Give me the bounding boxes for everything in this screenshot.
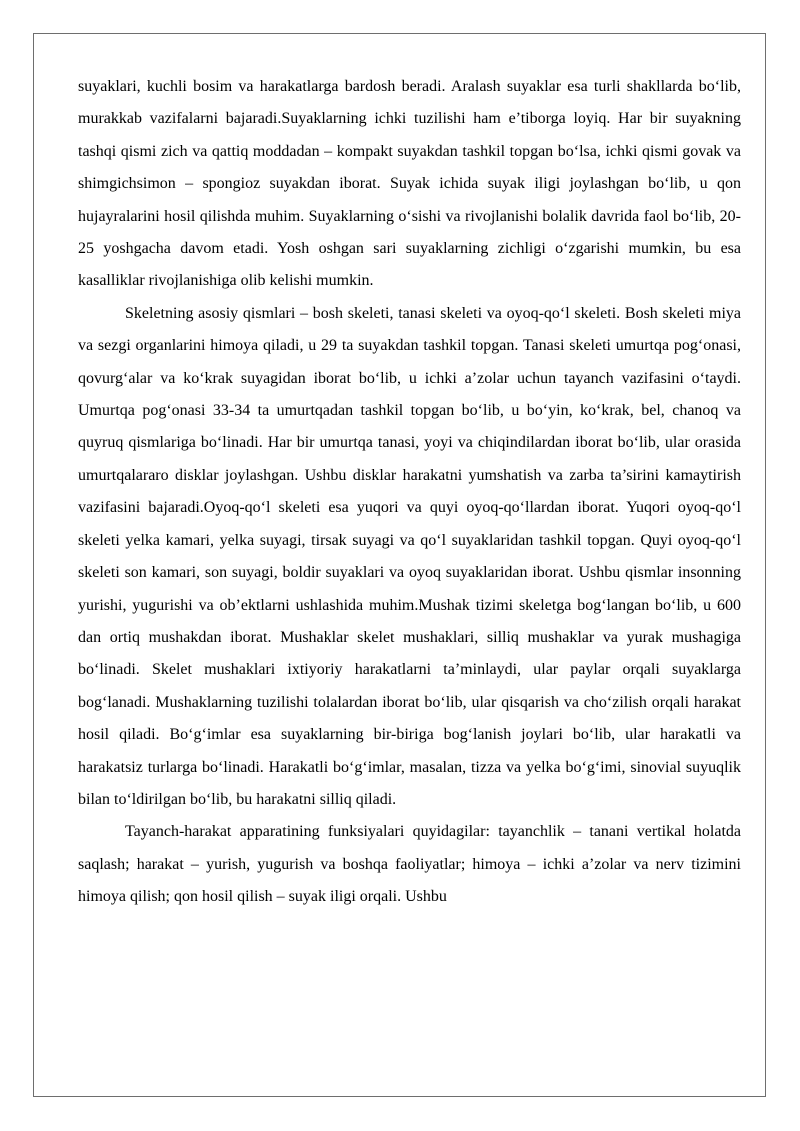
paragraph-3: Tayanch-harakat apparatining funksiyalari quyidagilar: tayanchlik – tanani vertikal holatda saqlash; harakat – yurish, yugurish va boshqa faoliyatlar; himoya – ichki a’zolar va nerv tizimini himoya qilish; qon hosil qilish – suyak iligi orqali. Ushbu (78, 823, 741, 906)
paragraph-2: Skeletning asosiy qismlari – bosh skeleti, tanasi skeleti va oyoq-qo‘l skeleti. Bosh skeleti miya va sezgi organlarini himoya qiladi, u 29 ta suyakdan tashkil topgan. Tanasi skeleti umurtqa pog‘onasi, qovurg‘alar va ko‘krak suyagidan iborat bo‘lib, u ichki a’zolar uchun tayanch vazifasini o‘taydi. Umurtqa pog‘onasi 33-34 ta umurtqadan tashkil topgan bo‘lib, u bo‘yin, ko‘krak, bel, chanoq va quyruq qismlariga bo‘linadi. Har bir umurtqa tanasi, yoyi va chiqindilardan iborat bo‘lib, ular orasida umurtqalararo disklar joylashgan. Ushbu disklar harakatni yumshatish va zarba ta’sirini kamaytirish vazifasini bajaradi.Oyoq-qo‘l skeleti esa yuqori va quyi oyoq-qo‘llardan iborat. Yuqori oyoq-qo‘l skeleti yelka kamari, yelka suyagi, tirsak suyagi va qo‘l suyaklaridan tashkil topgan. Quyi oyoq-qo‘l skeleti son kamari, son suyagi, boldir suyaklari va oyoq suyaklaridan iborat. Ushbu qismlar insonning yurishi, yugurishi va ob’ektlarni ushlashida muhim.Mushak tizimi skeletga bog‘langan bo‘lib, u 600 dan ortiq mushakdan iborat. Mushaklar skelet mushaklari, silliq mushaklar va yurak mushagiga bo‘linadi. Skelet mushaklari ixtiyoriy harakatlarni ta’minlaydi, ular paylar orqali suyaklarga bog‘lanadi. Mushaklarning tuzilishi tolalardan iborat bo‘lib, ular qisqarish va cho‘zilish orqali harakat hosil qiladi. Bo‘g‘imlar esa suyaklarning bir-biriga bog‘lanish joylari bo‘lib, ular harakatli va harakatsiz turlarga bo‘linadi. Harakatli bo‘g‘imlar, masalan, tizza va yelka bo‘g‘imi, sinovial suyuqlik bilan to‘ldirilgan bo‘lib, bu harakatni silliq qiladi. (78, 304, 741, 808)
paragraph-1: suyaklari, kuchli bosim va harakatlarga bardosh beradi. Aralash suyaklar esa turli shakllarda bo‘lib, murakkab vazifalarni bajaradi.Suyaklarning ichki tuzilishi ham e’tiborga loyiq. Har bir suyakning tashqi qismi zich va qattiq moddadan – kompakt suyakdan tashkil topgan bo‘lsa, ichki qismi govak va shimgichsimon – spongioz suyakdan iborat. Suyak ichida suyak iligi joylashgan bo‘lib, u qon hujayralarini hosil qilishda muhim. Suyaklarning o‘sishi va rivojlanishi bolalik davrida faol bo‘lib, 20-25 yoshgacha davom etadi. Yosh oshgan sari suyaklarning zichligi o‘zgarishi mumkin, bu esa kasalliklar rivojlanishiga olib kelishi mumkin. (78, 78, 741, 290)
document-body (78, 71, 741, 914)
